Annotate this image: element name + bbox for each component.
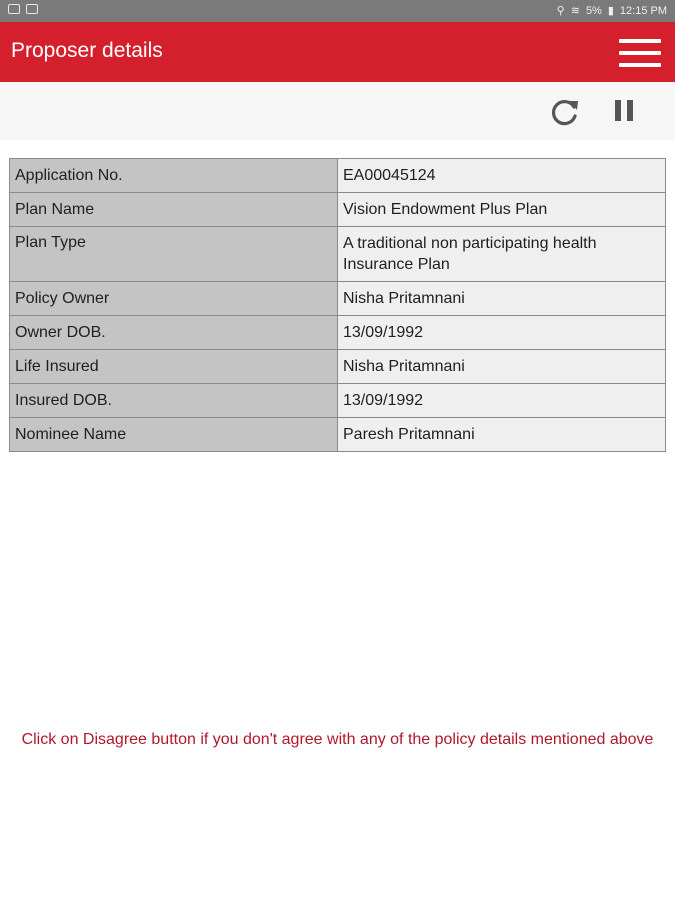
row-value: Nisha Pritamnani — [338, 282, 666, 316]
system-status — [557, 4, 667, 17]
row-label: Owner DOB. — [10, 316, 338, 350]
table-row — [10, 350, 666, 384]
row-value: EA00045124 — [338, 159, 666, 193]
table-row — [10, 384, 666, 418]
proposer-details-table — [9, 158, 666, 452]
battery-percent: 5% — [585, 4, 602, 17]
table-row — [10, 418, 666, 452]
row-value: Nisha Pritamnani — [338, 350, 666, 384]
row-label: Life Insured — [10, 350, 338, 384]
wifi-icon: ≋ — [570, 5, 580, 17]
app-bar — [0, 22, 675, 82]
image-notification-icon — [8, 4, 20, 14]
hamburger-menu-icon[interactable] — [619, 39, 661, 67]
row-value: A traditional non participating health Insurance Plan — [338, 227, 666, 282]
row-value: Paresh Pritamnani — [338, 418, 666, 452]
notification-icons — [8, 4, 38, 14]
table-row — [10, 227, 666, 282]
table-row — [10, 193, 666, 227]
row-label: Plan Name — [10, 193, 338, 227]
video-notification-icon — [26, 4, 38, 14]
row-label: Policy Owner — [10, 282, 338, 316]
pause-icon[interactable] — [606, 94, 642, 130]
status-bar — [0, 0, 675, 22]
row-label: Plan Type — [10, 227, 338, 282]
toolbar — [0, 82, 675, 140]
table-row — [10, 159, 666, 193]
row-value: 13/09/1992 — [338, 316, 666, 350]
table-row — [10, 282, 666, 316]
row-value: Vision Endowment Plus Plan — [338, 193, 666, 227]
table-row — [10, 316, 666, 350]
battery-icon: ▮ — [607, 5, 614, 17]
clock: 12:15 PM — [619, 4, 667, 17]
row-label: Insured DOB. — [10, 384, 338, 418]
row-label: Nominee Name — [10, 418, 338, 452]
disagree-instruction: Click on Disagree button if you don't agree with any of the policy details mentioned above — [21, 731, 654, 748]
page-title: Proposer details — [11, 39, 163, 62]
row-value: 13/09/1992 — [338, 384, 666, 418]
refresh-icon[interactable] — [547, 94, 583, 130]
row-label: Application No. — [10, 159, 338, 193]
location-icon: ⚲ — [556, 5, 565, 17]
